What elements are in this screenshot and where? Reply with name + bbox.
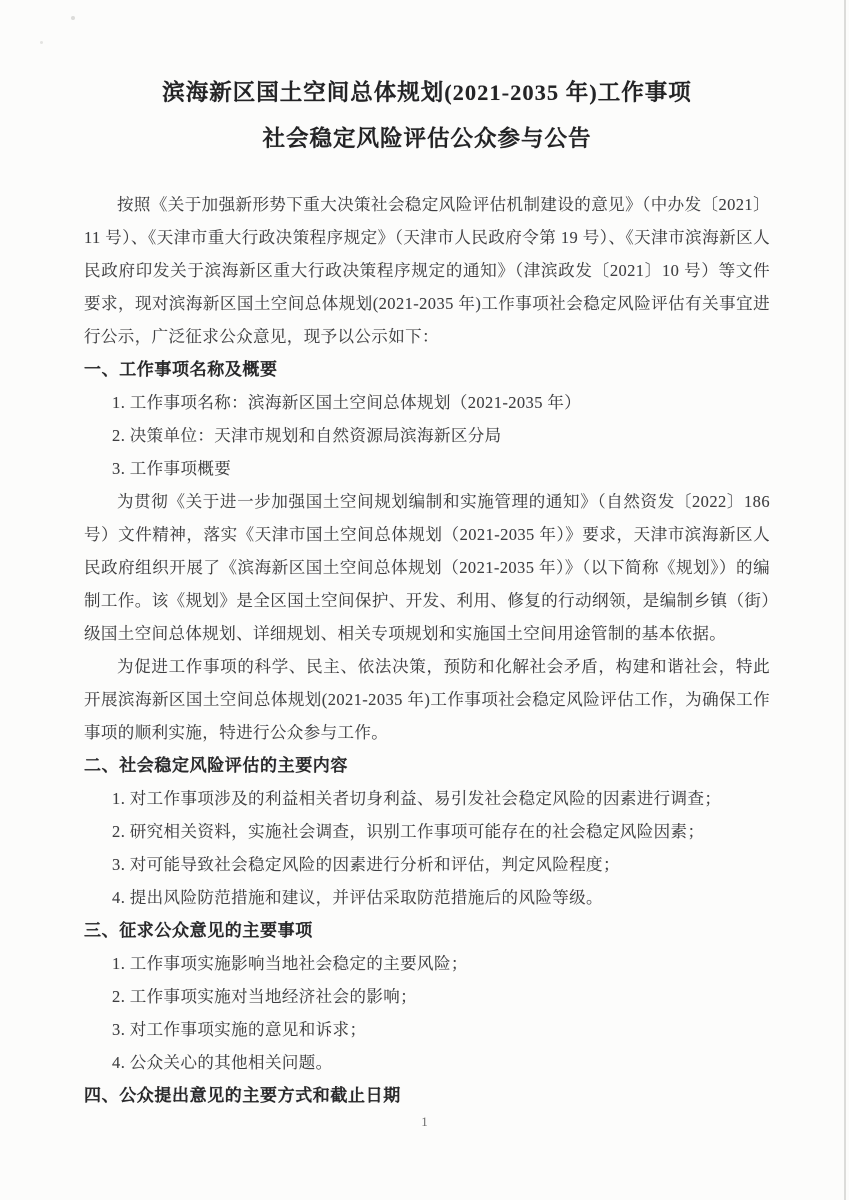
section-1-paragraph-2: 为促进工作事项的科学、民主、依法决策，预防和化解社会矛盾，构建和谐社会，特此开展滨海新区国土空间总体规划(2021-2035 年)工作事项社会稳定风险评估工作，为确保工作事项的顺利实施，特进行公众参与工作。	[84, 657, 770, 742]
section-1-paragraph-1: 为贯彻《关于进一步加强国土空间规划编制和实施管理的通知》（自然资发〔2022〕186 号）文件精神，落实《天津市国土空间总体规划（2021-2035 年）》要求，天津市滨海新区人民政府组织开展了《滨海新区国土空间总体规划（2021-2035 年）》（以下简称《规划》）的编制工作。该《规划》是全区国土空间保护、开发、利用、修复的行动纲领，是编制乡镇（街）级国土空间总体规划、详细规划、相关专项规划和实施国土空间用途管制的基本依据。	[84, 492, 770, 643]
section-1-item-2: 2. 决策单位：天津市规划和自然资源局滨海新区分局	[112, 426, 502, 445]
section-2-item-2: 2. 研究相关资料，实施社会调查，识别工作事项可能存在的社会稳定风险因素；	[112, 822, 705, 841]
section-3-item-3: 3. 对工作事项实施的意见和诉求；	[112, 1020, 367, 1039]
intro-paragraph: 按照《关于加强新形势下重大决策社会稳定风险评估机制建设的意见》（中办发〔2021〕11 号）、《天津市重大行政决策程序规定》（天津市人民政府令第 19 号）、《天津市滨海新区人民政府印发关于滨海新区重大行政决策程序规定的通知》（津滨政发〔2021〕10 号）等文件要求，现对滨海新区国土空间总体规划(2021-2035 年)工作事项社会稳定风险评估有关事宜进行公示，广泛征求公众意见，现予以公示如下：	[84, 195, 770, 346]
scan-speck	[71, 16, 75, 20]
section-3-heading: 三、征求公众意见的主要事项	[84, 921, 313, 940]
section-1-item-1: 1. 工作事项名称：滨海新区国土空间总体规划（2021-2035 年）	[112, 393, 582, 412]
section-1-heading: 一、工作事项名称及概要	[84, 360, 278, 379]
section-3-item-1: 1. 工作事项实施影响当地社会稳定的主要风险；	[112, 954, 468, 973]
document-title-line-2: 社会稳定风险评估公众参与公告	[262, 126, 592, 151]
document-body	[84, 188, 770, 1112]
scan-speck	[40, 41, 43, 44]
scan-edge-line	[844, 0, 846, 1200]
section-3-item-4: 4. 公众关心的其他相关问题。	[112, 1053, 333, 1072]
section-2-heading: 二、社会稳定风险评估的主要内容	[84, 756, 348, 775]
section-4-heading: 四、公众提出意见的主要方式和截止日期	[84, 1086, 401, 1105]
document-title-line-1: 滨海新区国土空间总体规划(2021-2035 年)工作事项	[162, 80, 692, 105]
section-2-item-4: 4. 提出风险防范措施和建议，并评估采取防范措施后的风险等级。	[112, 888, 603, 907]
section-3-item-2: 2. 工作事项实施对当地经济社会的影响；	[112, 987, 418, 1006]
section-2-item-3: 3. 对可能导致社会稳定风险的因素进行分析和评估，判定风险程度；	[112, 855, 620, 874]
page-number: 1	[421, 1114, 428, 1129]
section-2-item-1: 1. 对工作事项涉及的利益相关者切身利益、易引发社会稳定风险的因素进行调查；	[112, 789, 722, 808]
section-1-item-3: 3. 工作事项概要	[112, 459, 232, 478]
